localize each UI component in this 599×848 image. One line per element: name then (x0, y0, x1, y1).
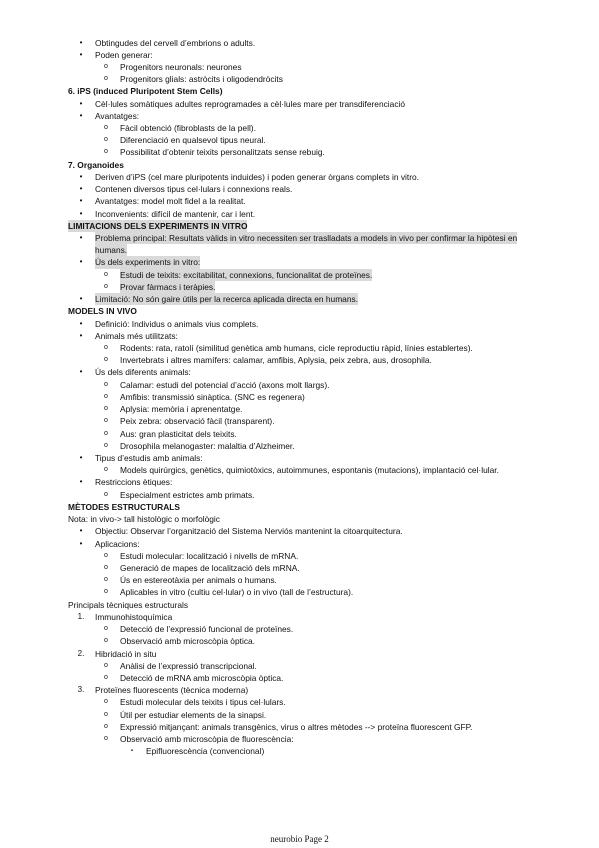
text-line (0, 220, 599, 232)
circle-bullet-marker: o (104, 148, 108, 156)
highlighted-text: Ús dels experiments in vitro: (95, 257, 201, 268)
text-line (0, 660, 599, 672)
text-line (0, 110, 599, 122)
line-text: Aplicables in vitro (cultiu cel·lular) o in vivo (tall de l’estructura). (120, 587, 354, 598)
text-line (0, 452, 599, 464)
circle-bullet-marker: o (104, 62, 108, 70)
circle-bullet-marker: o (104, 380, 108, 388)
line-text: Generació de mapes de localització dels mRNA. (120, 562, 300, 573)
bullet-marker: • (79, 98, 83, 108)
text-line (0, 293, 599, 305)
bullet-marker: • (79, 477, 83, 487)
text-line (0, 562, 599, 574)
line-text: Drosophila melanogaster: malaltia d’Alzheimer. (120, 440, 295, 451)
line-text: 7. Organoides (68, 159, 124, 170)
line-text: Especialment estrictes amb primats. (120, 489, 255, 500)
text-line (0, 391, 599, 403)
text-line (0, 195, 599, 207)
bullet-marker: • (79, 538, 83, 548)
text-line (0, 550, 599, 562)
text-line (0, 171, 599, 183)
line-text: Ús en estereotàxia per animals o humans. (120, 575, 277, 586)
line-text: Avantatges: (95, 110, 140, 121)
text-line (0, 159, 599, 171)
circle-bullet-marker: o (104, 673, 108, 681)
line-text: Calamar: estudi del potencial d’acció (axons molt llargs). (120, 379, 330, 390)
circle-bullet-marker: o (104, 429, 108, 437)
text-line (0, 709, 599, 721)
text-line (0, 244, 599, 256)
line-text: Amfibis: transmissió sinàptica. (SNC es regenera) (120, 391, 305, 402)
bullet-marker: • (79, 184, 83, 194)
circle-bullet-marker: o (104, 466, 108, 474)
bullet-marker: • (79, 37, 83, 47)
text-line (0, 73, 599, 85)
circle-bullet-marker: o (104, 490, 108, 498)
bullet-marker: • (79, 452, 83, 462)
line-text: Epifluorescència (convencional) (146, 746, 265, 757)
line-text: Progenitors glials: astròcits i oligodendròcits (120, 74, 283, 85)
text-line (0, 599, 599, 611)
text-line (0, 122, 599, 134)
highlighted-text: Problema principal: Resultats vàlids in vitro necessiten ser traslladats a models in vivo per confirmar la hipòtesi en (95, 233, 518, 244)
bullet-marker: • (79, 257, 83, 267)
line-text: Estudi molecular dels teixits i tipus cel·lulars. (120, 697, 286, 708)
text-line (0, 403, 599, 415)
line-text: Cèl·lules somàtiques adultes reprogramades a cèl·lules mare per transdiferenciació (95, 98, 406, 109)
bullet-marker: • (79, 294, 83, 304)
text-line (0, 623, 599, 635)
line-text: Detecció de mRNA amb microscòpia òptica. (120, 672, 284, 683)
line-text: Restriccions ètiques: (95, 477, 173, 488)
text-line (0, 208, 599, 220)
line-text: 6. iPS (induced Pluripotent Stem Cells) (68, 86, 223, 97)
line-text: Contenen diversos tipus cel·lulars i connexions reals. (95, 184, 293, 195)
line-text: Estudi molecular: localització i nivells de mRNA. (120, 550, 299, 561)
circle-bullet-marker: o (104, 710, 108, 718)
line-text: Tipus d’estudis amb animals: (95, 452, 203, 463)
text-line (0, 733, 599, 745)
bullet-marker: • (79, 110, 83, 120)
circle-bullet-marker: o (104, 75, 108, 83)
text-line (0, 354, 599, 366)
text-line (0, 440, 599, 452)
line-text: Poden generar: (95, 49, 153, 60)
line-text: Útil per estudiar elements de la sinapsi. (120, 709, 267, 720)
circle-bullet-marker: o (104, 722, 108, 730)
list-number: 3. (77, 685, 85, 695)
text-line (0, 98, 599, 110)
text-line (0, 574, 599, 586)
highlighted-text: humans. (95, 245, 128, 256)
bullet-marker: • (79, 49, 83, 59)
text-line (0, 49, 599, 61)
line-text: Detecció de l’expressió funcional de proteïnes. (120, 624, 294, 635)
circle-bullet-marker: o (104, 735, 108, 743)
highlighted-text: Limitació: No són gaire útils per la recerca aplicada directa en humans. (95, 294, 359, 305)
list-number: 1. (77, 611, 85, 621)
bullet-marker: • (79, 367, 83, 377)
line-text: Rodents: rata, ratolí (similitud genètica amb humans, cicle reproductiu ràpid, línies establertes). (120, 343, 473, 353)
circle-bullet-marker: o (104, 576, 108, 584)
line-text: Anàlisi de l’expressió transcripcional. (120, 660, 257, 671)
circle-bullet-marker: o (104, 344, 108, 351)
text-line (0, 721, 599, 733)
circle-bullet-marker: o (104, 441, 108, 449)
bullet-marker: • (79, 171, 83, 181)
line-text: Animals més utilitzats: (95, 330, 178, 341)
text-line (0, 684, 599, 696)
text-line (0, 342, 599, 354)
text-line (0, 379, 599, 391)
circle-bullet-marker: o (104, 661, 108, 669)
text-line (0, 672, 599, 684)
text-line (0, 611, 599, 623)
circle-bullet-marker: o (104, 698, 108, 706)
line-text: Invertebrats i altres mamífers: calamar, amfibis, Aplysia, peix zebra, aus, drosophila. (120, 355, 432, 366)
line-text: Principals tècniques estructurals (68, 599, 189, 610)
text-line (0, 37, 599, 49)
line-text: Aplicacions: (95, 538, 140, 549)
line-text: Models quirúrgics, genètics, quimiotòxics, autoimmunes, espontanis (mutacions), implantació cel·lular. (120, 465, 499, 476)
text-line (0, 586, 599, 598)
circle-bullet-marker: o (104, 417, 108, 425)
line-text: Hibridació in situ (95, 648, 157, 659)
circle-bullet-marker: o (104, 392, 108, 400)
circle-bullet-marker: o (104, 356, 108, 364)
text-line (0, 415, 599, 427)
text-line (0, 428, 599, 440)
text-line (0, 538, 599, 550)
text-line (0, 501, 599, 513)
list-number: 2. (77, 648, 85, 658)
text-line (0, 489, 599, 501)
bullet-marker: • (79, 208, 83, 218)
highlighted-text: Estudi de teixits: excitabilitat, connexions, funcionalitat de proteïnes. (120, 269, 373, 280)
line-text: Avantatges: model molt fidel a la realitat. (95, 196, 246, 207)
text-line (0, 281, 599, 293)
line-text: Obtingudes del cervell d’embrions o adults. (95, 37, 256, 48)
line-text: Diferenciació en qualsevol tipus neural. (120, 135, 266, 146)
circle-bullet-marker: o (104, 124, 108, 132)
circle-bullet-marker: o (104, 563, 108, 571)
line-text: MÈTODES ESTRUCTURALS (68, 501, 180, 512)
circle-bullet-marker: o (104, 637, 108, 645)
line-text: Immunohistoquímica (95, 611, 173, 622)
line-text: Definició: Individus o animals vius complets. (95, 318, 259, 329)
text-line (0, 330, 599, 342)
text-line (0, 134, 599, 146)
text-line (0, 464, 599, 476)
circle-bullet-marker: o (104, 405, 108, 413)
circle-bullet-marker: o (104, 625, 108, 633)
line-text: Objectiu: Observar l’organització del Sistema Nerviós mantenint la citoarquitectura. (95, 526, 403, 537)
circle-bullet-marker: o (104, 136, 108, 144)
line-text: Nota: in vivo-> tall histològic o morfològic (68, 514, 220, 525)
line-text: Inconvenients: difícil de mantenir, car i lent. (95, 208, 256, 219)
text-line (0, 525, 599, 537)
square-bullet-marker: ▪ (130, 748, 134, 755)
line-text: Proteïnes fluorescents (tècnica moderna) (95, 685, 249, 696)
text-line (0, 85, 599, 97)
circle-bullet-marker: o (104, 282, 108, 290)
text-line (0, 269, 599, 281)
page-footer: neurobio Page 2 (270, 834, 329, 844)
line-text: Possibilitat d’obtenir teixits personalitzats sense rebuig. (120, 147, 325, 158)
line-text: MODELS IN VIVO (68, 306, 137, 317)
bullet-marker: • (79, 330, 83, 340)
text-line (0, 635, 599, 647)
line-text: Peix zebra: observació fàcil (transparent). (120, 416, 275, 427)
bullet-marker: • (79, 196, 83, 206)
text-line (0, 366, 599, 378)
text-line (0, 61, 599, 73)
circle-bullet-marker: o (104, 551, 108, 559)
circle-bullet-marker: o (104, 588, 108, 596)
line-text: Progenitors neuronals: neurones (120, 61, 242, 72)
bullet-marker: • (79, 318, 83, 328)
text-line (0, 256, 599, 268)
line-text: Observació amb microscòpia de fluorescència: (120, 734, 294, 745)
text-line (0, 146, 599, 158)
highlighted-text: Provar fàrmacs i teràpies. (120, 281, 216, 292)
text-line (0, 745, 599, 757)
line-text: Ús dels diferents animals: (95, 367, 191, 378)
line-text: Observació amb microscòpia òptica. (120, 636, 255, 647)
line-text: Aplysia: memòria i aprenentatge. (120, 404, 243, 415)
line-text: Aus: gran plasticitat dels teixits. (120, 428, 237, 439)
line-text: Fàcil obtenció (fibroblasts de la pell). (120, 123, 256, 134)
highlighted-text: LIMITACIONS DELS EXPERIMENTS IN VITRO (68, 220, 248, 231)
line-text: Expressió mitjançant: animals transgènics, virus o altres mètodes --> proteïna fluorescent GFP. (120, 721, 473, 732)
text-line (0, 476, 599, 488)
text-line (0, 696, 599, 708)
bullet-marker: • (79, 526, 83, 536)
text-line (0, 513, 599, 525)
text-line (0, 232, 599, 244)
text-line (0, 305, 599, 317)
text-line (0, 648, 599, 660)
circle-bullet-marker: o (104, 270, 108, 278)
line-text: Deriven d’iPS (cel mare pluripotents induides) i poden generar òrgans complets in vitro. (95, 171, 419, 182)
bullet-marker: • (79, 233, 83, 243)
text-line (0, 318, 599, 330)
text-line (0, 183, 599, 195)
